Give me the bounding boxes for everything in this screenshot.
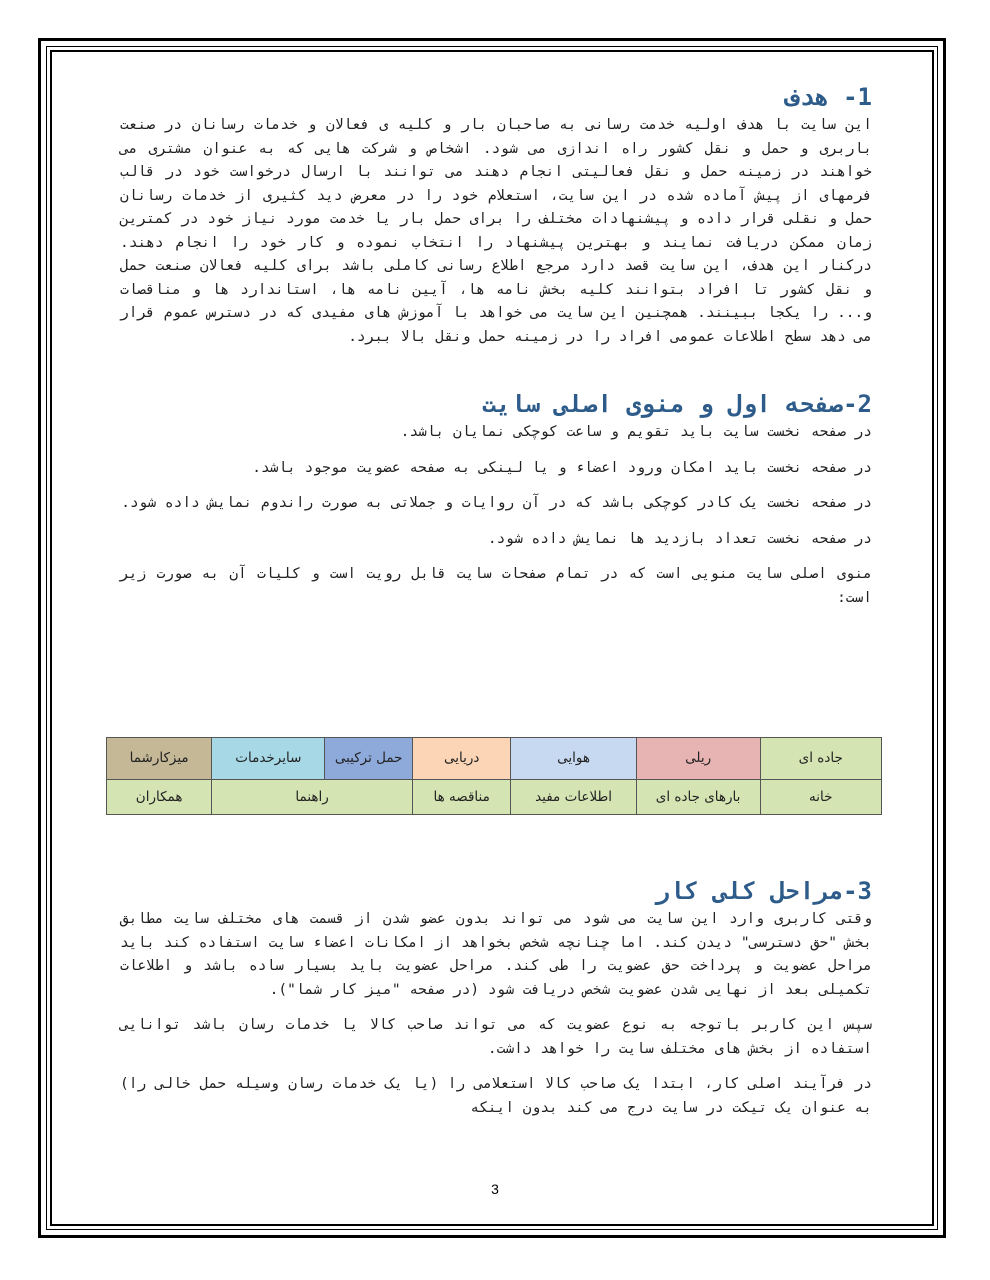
section-paragraph: این سایت با هدف اولیه خدمت رسانی به صاحبان بار و کلیه ی فعالان و خدمات رسانان در صنعت باربری و حمل و نقل کشور راه اندازی می شود. اشخاص و شرکت هایی که به عنوان مشتری می خواهند در زمینه حمل و نقل فعالیتی انجام دهند می توانند با ارسال درخواست خود در قالب فرمهای از پیش آماده شده در این سایت، استعلام خود را در معرض دید کثیری از خدمات رسانان حمل و نقلی قرار داده و پیشنهادات مختلف را برای حمل بار یا خدمت مورد نیاز خود در کمترین زمان ممکن دریافت نمایند و بهترین پیشنهاد را انتخاب نموده و کار خود را انجام دهند. درکنار این هدف، این سایت قصد دارد مرجع اطلاع رسانی کاملی باشد برای کلیه فعالان صنعت حمل و نقل کشور تا افراد بتوانند کلیه بخش نامه ها، آیین نامه ها، استاندارد ها و مناقصات و... را یکجا ببینند. همچنین این سایت می خواهد با آموزش های مفیدی که در دسترس عموم قرار می دهد سطح اطلاعات عمومی افراد را در زمینه حمل ونقل بالا ببرد. bbox=[120, 117, 872, 345]
document-body-continued bbox=[120, 874, 872, 1120]
section-paragraph: در صفحه نخست سایت باید تقویم و ساعت کوچکی نمایان باشد. bbox=[400, 424, 872, 440]
section-paragraph: در صفحه نخست تعداد بازدید ها نمایش داده شود. bbox=[487, 530, 872, 547]
document-body bbox=[120, 80, 872, 610]
page-number: 3 bbox=[491, 1181, 499, 1197]
menu-cell-dashboard: میزکارشما bbox=[107, 738, 212, 780]
section-paragraph: در صفحه نخست باید امکان ورود اعضاء و یا لینکی به صفحه عضویت موجود باشد. bbox=[252, 459, 872, 476]
menu-cell-air: هوایی bbox=[511, 738, 636, 780]
menu-cell-guide: راهنما bbox=[212, 780, 413, 815]
section-paragraph: در صفحه نخست یک کادر کوچکی باشد که در آن روایات و جملاتی به صورت راندوم نمایش داده شود. bbox=[121, 495, 872, 511]
section-paragraph: در فرآیند اصلی کار، ابتدا یک صاحب کالا استعلامی را (یا یک خدمات رسان وسیله حمل خالی را) به عنوان یک تیکت در سایت درج می کند بدون اینکه bbox=[120, 1076, 872, 1116]
main-menu-table bbox=[106, 737, 882, 815]
menu-cell-road: جاده ای bbox=[760, 738, 882, 780]
menu-cell-sea: دریایی bbox=[412, 738, 510, 780]
menu-cell-rail: ریلی bbox=[636, 738, 760, 780]
menu-table-row bbox=[107, 780, 882, 815]
menu-cell-combined: حمل ترکیبی bbox=[325, 738, 413, 780]
section-heading-main-menu: 2-صفحه اول و منوی اصلی سایت bbox=[481, 390, 872, 418]
section-paragraph: منوی اصلی سایت منویی است که در تمام صفحات سایت قابل رویت است و کلیات آن به صورت زیر است: bbox=[120, 566, 872, 606]
menu-cell-tenders: مناقصه ها bbox=[412, 780, 510, 815]
section-heading-general-steps: 3-مراحل کلی کار bbox=[655, 877, 872, 905]
menu-table-row bbox=[107, 738, 882, 780]
menu-cell-road-cargo: بارهای جاده ای bbox=[636, 780, 760, 815]
menu-cell-home: خانه bbox=[760, 780, 882, 815]
menu-cell-partners: همکاران bbox=[107, 780, 212, 815]
menu-cell-useful-info: اطلاعات مفید bbox=[511, 780, 636, 815]
menu-cell-other-services: سایرخدمات bbox=[212, 738, 325, 780]
section-paragraph: وقتی کاربری وارد این سایت می شود می تواند بدون عضو شدن از قسمت های مختلف سایت مطابق بخش "حق دسترسی" دیدن کند. اما چنانچه شخص بخواهد از امکانات اعضاء سایت استفاده کند باید مراحل عضویت و پرداخت حق عضویت را طی کند. مراحل عضویت باید بسیار ساده باشد و اطلاعات تکمیلی بعد از نهایی شدن عضویت شخص دریافت شود (در صفحه "میز کار شما"). bbox=[120, 911, 872, 998]
section-heading-goal: 1- هدف bbox=[785, 83, 872, 111]
section-paragraph: سپس این کاربر باتوجه به نوع عضویت که می تواند صاحب کالا یا خدمات رسان باشد توانایی استفاده از بخش های مختلف سایت را خواهد داشت. bbox=[120, 1017, 872, 1057]
